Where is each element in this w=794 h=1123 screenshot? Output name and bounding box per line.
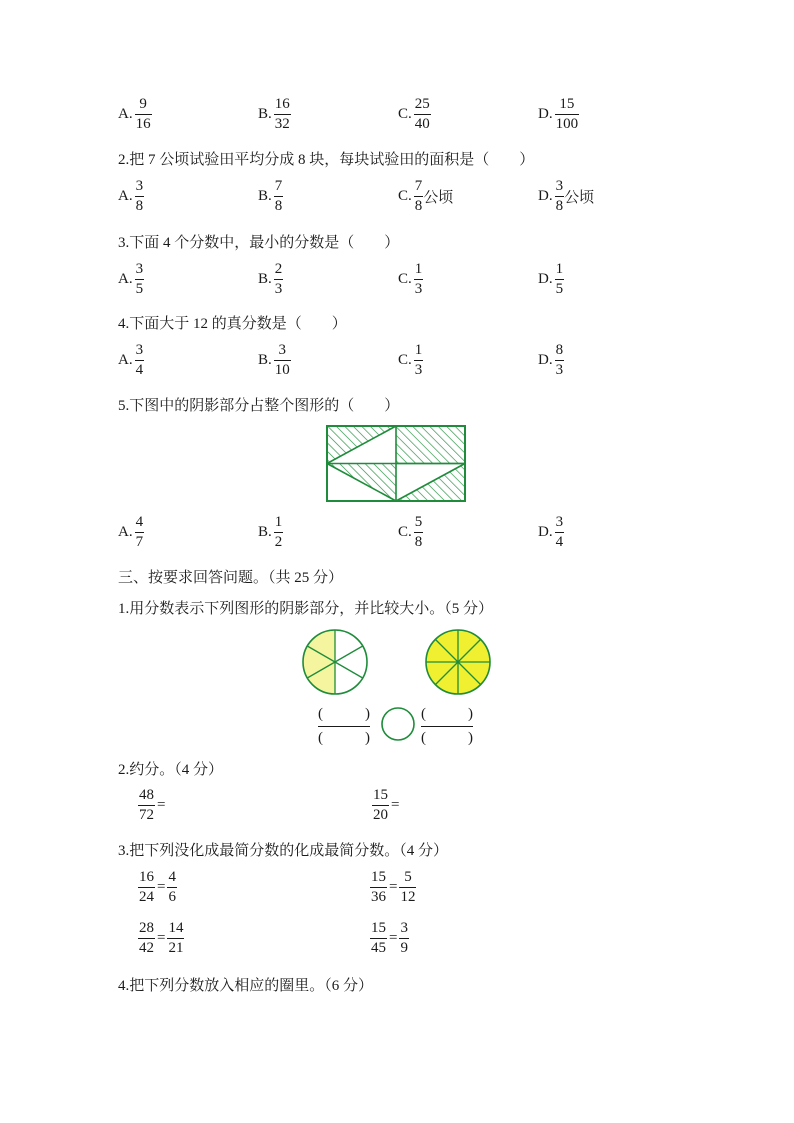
option-letter: C. (398, 524, 412, 540)
q5-option-b[interactable] (258, 515, 283, 550)
fraction: $\frac{16}{24}$ (139, 869, 154, 905)
fraction: $\frac{3}{4}$ (135, 342, 144, 378)
q2-option-d[interactable] (538, 179, 594, 214)
shaded-region (396, 426, 465, 464)
fraction: $\frac{1}{5}$ (555, 261, 564, 297)
question-2-text: 2.把 7 公顷试验田平均分成 8 块，每块试验田的面积是（ ） (118, 152, 535, 168)
equals-sign: = (391, 797, 400, 813)
fraction: $\frac{1}{3}$ (414, 342, 423, 378)
q3-option-b[interactable] (258, 262, 283, 297)
option-letter: A. (118, 352, 133, 368)
left-answer-fraction-blank[interactable]: ( ) ( ) (318, 706, 370, 746)
fraction: $\frac{3}{8}$ (555, 178, 564, 214)
option-letter: D. (538, 188, 553, 204)
q2-option-a[interactable] (118, 179, 144, 214)
fraction: $\frac{25}{40}$ (414, 96, 430, 132)
fraction: $\frac{8}{3}$ (555, 342, 564, 378)
right-answer-fraction-blank[interactable]: ( ) ( ) (421, 706, 473, 746)
question-3-text: 3.下面 4 个分数中，最小的分数是（ ） (118, 235, 400, 251)
simplify-expression[interactable] (138, 921, 184, 956)
q1-option-a[interactable] (118, 97, 152, 132)
question-4-text: 4.下面大于 12 的真分数是（ ） (118, 316, 347, 332)
option-letter: C. (398, 271, 412, 287)
option-letter: B. (258, 271, 272, 287)
option-letter: A. (118, 271, 133, 287)
fraction: $\frac{7}{8}$ (274, 178, 283, 214)
q3-option-c[interactable] (398, 262, 423, 297)
q4-option-c[interactable] (398, 343, 423, 378)
fraction: $\frac{14}{21}$ (168, 920, 184, 956)
option-letter: D. (538, 271, 553, 287)
fraction: $\frac{3}{5}$ (135, 261, 144, 297)
option-letter: A. (118, 106, 133, 122)
unit-label: 公顷 (564, 190, 595, 206)
fraction: $\frac{15}{20}$ (373, 787, 388, 823)
fraction: $\frac{16}{32}$ (274, 96, 290, 132)
q4-option-b[interactable] (258, 343, 291, 378)
option-letter: D. (538, 352, 553, 368)
reduce-expression[interactable] (372, 788, 401, 823)
q3-option-a[interactable] (118, 262, 144, 297)
option-letter: D. (538, 524, 553, 540)
equals-sign: = (157, 930, 166, 946)
option-letter: B. (258, 188, 272, 204)
q5-option-c[interactable] (398, 515, 423, 550)
q2-option-b[interactable] (258, 179, 283, 214)
option-letter: C. (398, 188, 412, 204)
option-letter: A. (118, 188, 133, 204)
section-3-problem-3: 3.把下列没化成最简分数的化成最简分数。（4 分） (118, 843, 449, 859)
option-letter: A. (118, 524, 133, 540)
simplify-expression[interactable] (370, 921, 409, 956)
fraction: $\frac{5}{8}$ (414, 514, 423, 550)
fraction: $\frac{3}{8}$ (135, 178, 144, 214)
fraction: $\frac{4}{6}$ (168, 869, 176, 905)
q1-option-b[interactable] (258, 97, 291, 132)
fraction: $\frac{15}{36}$ (371, 869, 386, 905)
section-3-title: 三、按要求回答问题。（共 25 分） (118, 570, 344, 586)
option-letter: B. (258, 106, 272, 122)
option-letter: C. (398, 352, 412, 368)
fraction: $\frac{7}{8}$ (414, 178, 423, 214)
fraction: $\frac{9}{16}$ (135, 96, 151, 132)
equals-sign: = (389, 930, 398, 946)
question-5-text: 5.下图中的阴影部分占整个图形的（ ） (118, 398, 400, 414)
fraction: $\frac{15}{100}$ (555, 96, 579, 132)
q3-option-d[interactable] (538, 262, 564, 297)
compare-circle[interactable] (380, 706, 416, 742)
q4-option-a[interactable] (118, 343, 144, 378)
fraction: $\frac{3}{10}$ (274, 342, 290, 378)
q5-option-d[interactable] (538, 515, 564, 550)
q5-option-a[interactable] (118, 515, 144, 550)
equals-sign: = (157, 879, 166, 895)
equals-sign: = (389, 879, 398, 895)
right-circle-figure (423, 627, 493, 697)
simplify-expression[interactable] (370, 870, 416, 905)
fraction: $\frac{5}{12}$ (400, 869, 416, 905)
fraction: $\frac{1}{3}$ (414, 261, 423, 297)
simplify-expression[interactable] (138, 870, 177, 905)
equals-sign: = (157, 797, 166, 813)
q4-option-d[interactable] (538, 343, 564, 378)
unit-label: 公顷 (423, 190, 454, 206)
fraction: $\frac{3}{9}$ (400, 920, 408, 956)
hatched-rectangle-figure (325, 424, 469, 504)
section-3-problem-2: 2.约分。（4 分） (118, 762, 224, 778)
option-letter: B. (258, 524, 272, 540)
q1-option-c[interactable] (398, 97, 431, 132)
section-3-problem-4: 4.把下列分数放入相应的圈里。（6 分） (118, 978, 374, 994)
option-letter: D. (538, 106, 553, 122)
fraction: $\frac{15}{45}$ (371, 920, 386, 956)
left-circle-figure (300, 627, 370, 697)
option-letter: B. (258, 352, 272, 368)
fraction: $\frac{3}{4}$ (555, 514, 564, 550)
option-letter: C. (398, 106, 412, 122)
fraction: $\frac{2}{3}$ (274, 261, 283, 297)
reduce-expression[interactable] (138, 788, 167, 823)
q2-option-c[interactable] (398, 179, 453, 214)
fraction: $\frac{1}{2}$ (274, 514, 283, 550)
fraction: $\frac{4}{7}$ (135, 514, 144, 550)
section-3-problem-1: 1.用分数表示下列图形的阴影部分，并比较大小。（5 分） (118, 601, 494, 617)
fraction: $\frac{28}{42}$ (139, 920, 154, 956)
q1-option-d[interactable] (538, 97, 579, 132)
fraction: $\frac{48}{72}$ (139, 787, 154, 823)
